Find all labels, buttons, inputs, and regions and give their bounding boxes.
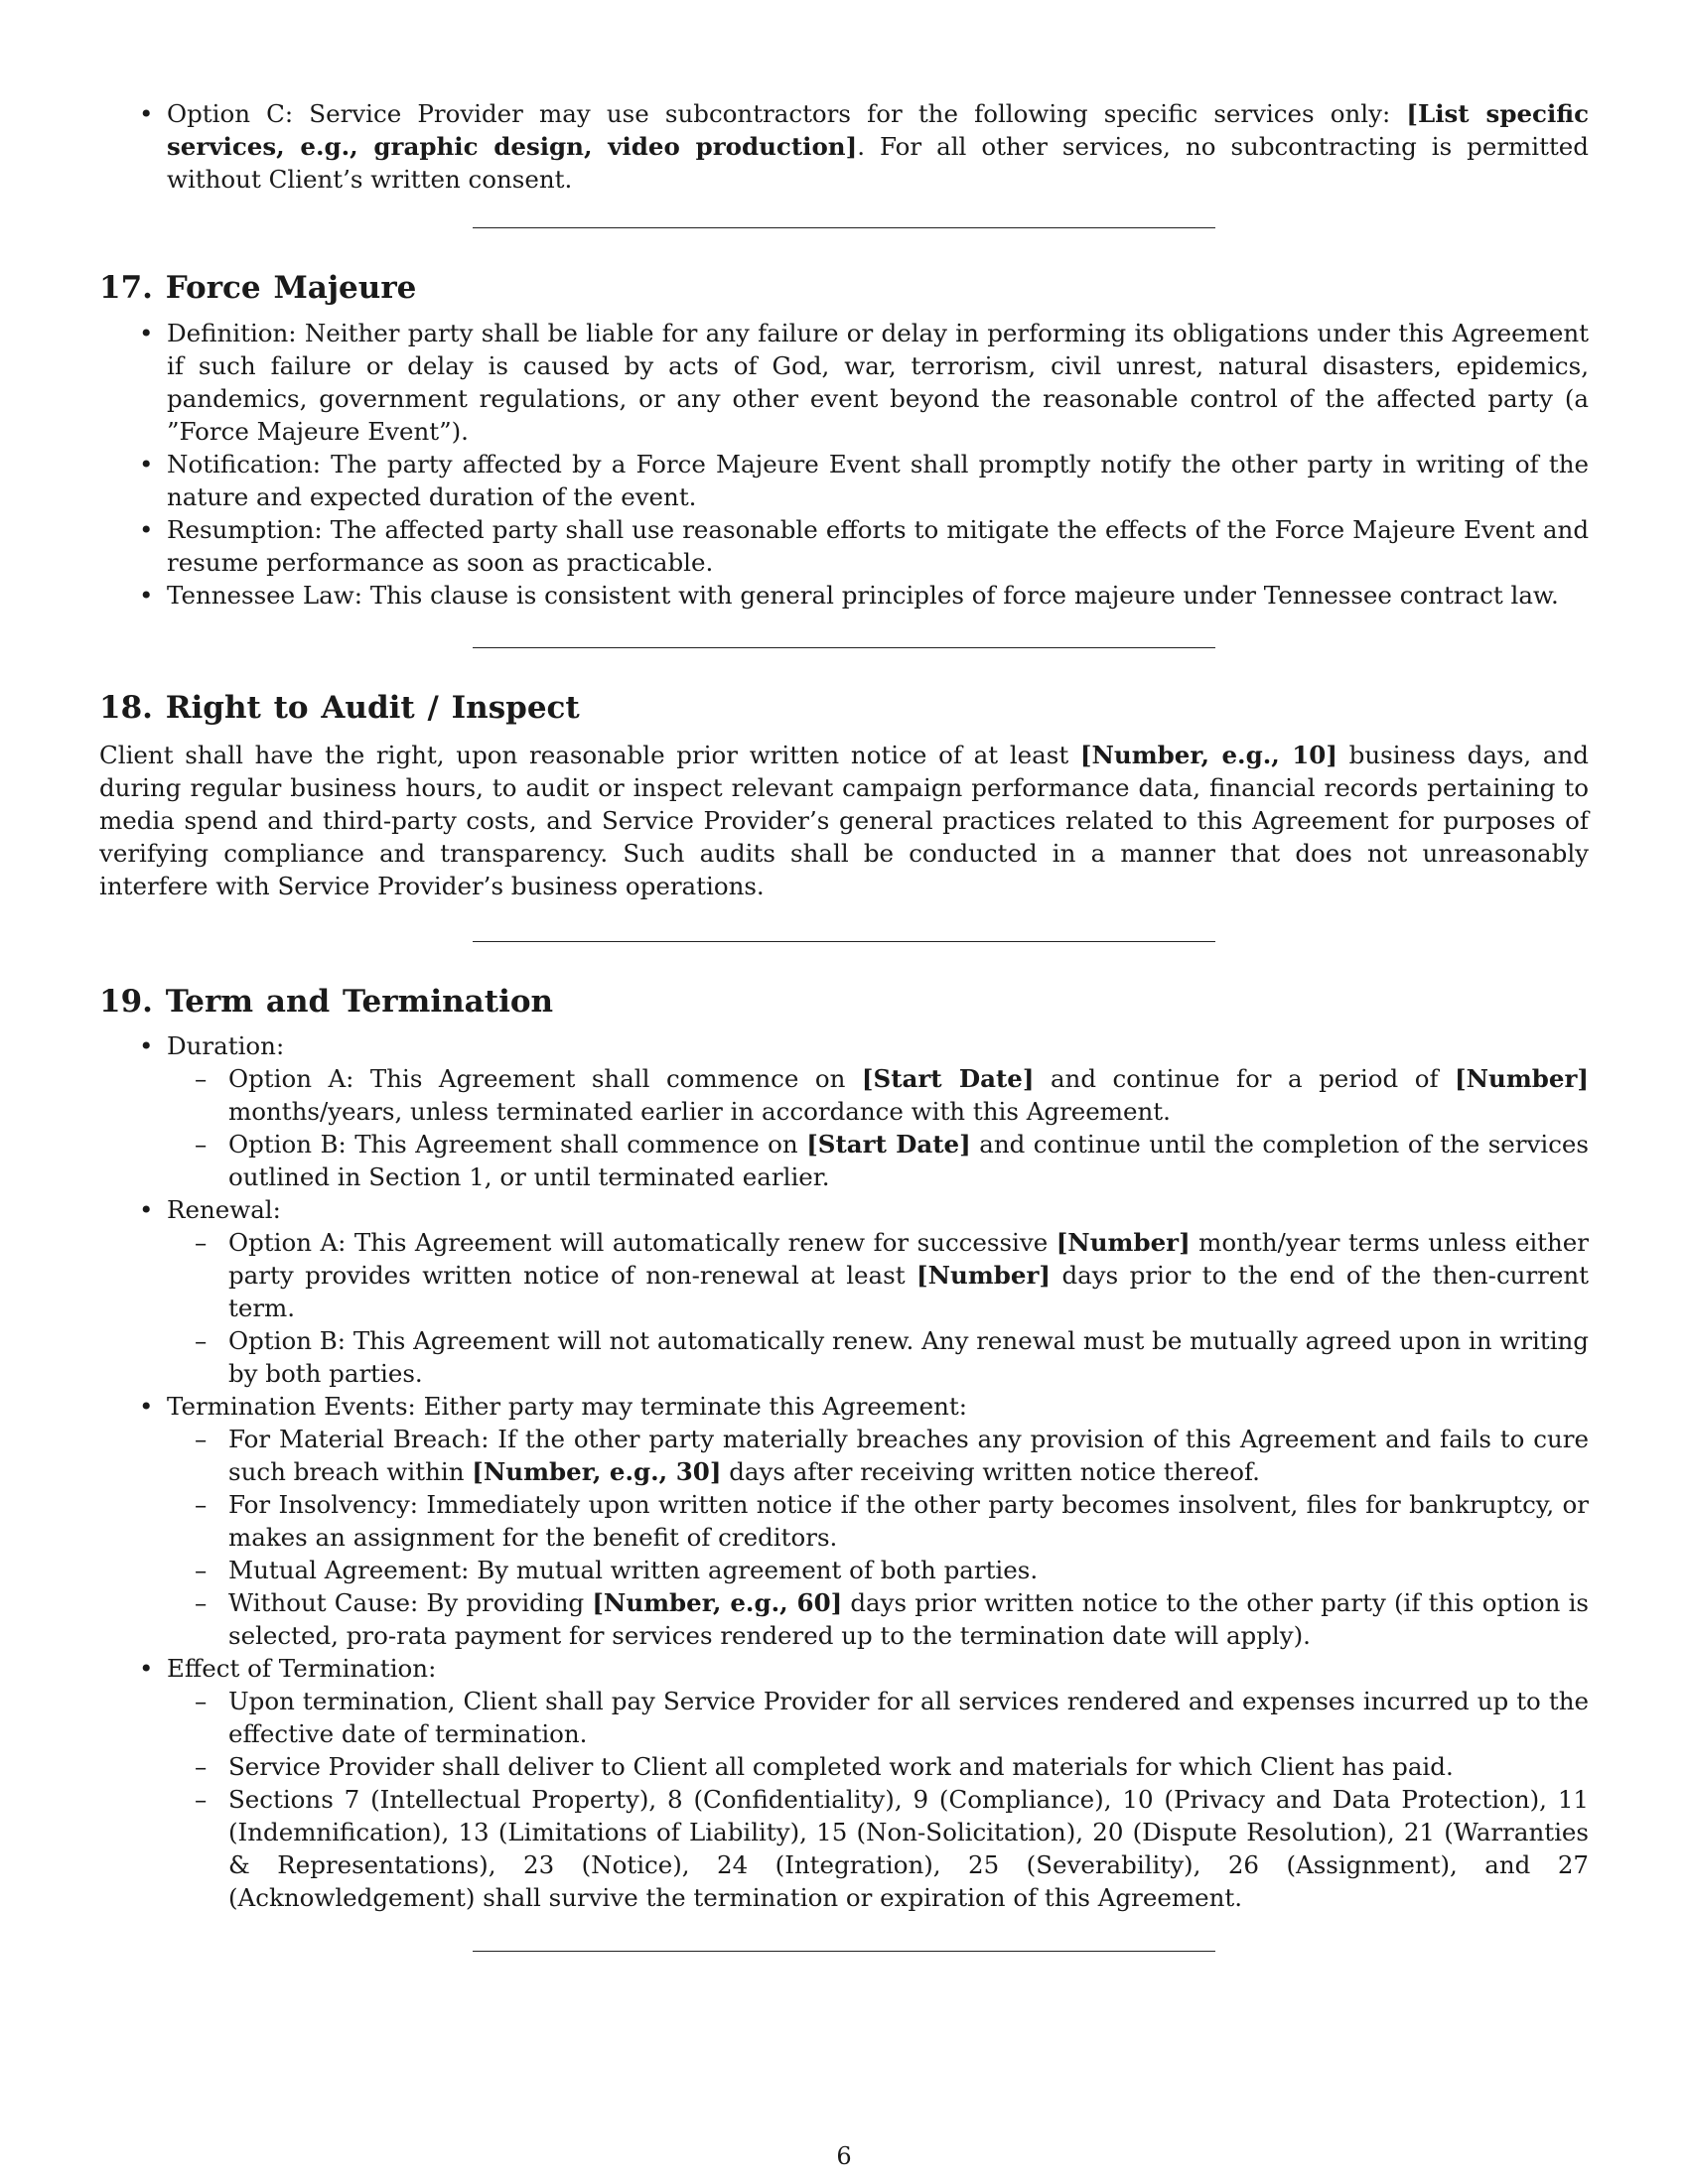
page-content: [99, 97, 1589, 1952]
list-item: • Renewal: – Option A: This Agreement will automatically renew for successive [Number] month/year terms unless either party provides written notice of non-renewal at least [Number] days prior to the end of the then-current term. – Option B: This Agreement will not automatically renew. Any renewal must be mutually agreed upon in writing by both parties.: [99, 1193, 1589, 1390]
section-divider: [473, 1951, 1215, 1952]
placeholder-text: [Number]: [1055, 1228, 1191, 1257]
sub-list: [167, 1423, 1589, 1652]
placeholder-text: [Start Date]: [861, 1064, 1035, 1093]
list-item: • Termination Events: Either party may terminate this Agreement: – For Material Breach: If the other party materially breaches any provision of this Agreement and fails to cure such breach within [Number, e.g., 30] days after receiving written notice thereof. – For Insolvency: Immediately upon written notice if the other party becomes insolvent, files for bankruptcy, or makes an assignment for the benefit of creditors. – Mutual Agreement: By mutual written agreement of both parties. – Without Cause: By providing [Number, e.g., 60] days prior written notice to the other party (if this option is selected, pro-rata payment for services rendered up to the termination date will apply).: [99, 1390, 1589, 1652]
sub-list-item: – Sections 7 (Intellectual Property), 8 (Confidentiality), 9 (Compliance), 10 (Privacy and Data Protection), 11 (Indemnification), 13 (Limitations of Liability), 15 (Non-Solicitation), 20 (Dispute Resolution), 21 (Warranties & Representations), 23 (Notice), 24 (Integration), 25 (Severability), 26 (Assignment), and 27 (Acknowledgement) shall survive the termination or expiration of this Agreement.: [167, 1783, 1589, 1914]
section-heading-17: 17. Force Majeure: [99, 270, 417, 306]
section-divider: [473, 647, 1215, 648]
sub-list-item: – Without Cause: By providing [Number, e.g., 60] days prior written notice to the other party (if this option is selected, pro-rata payment for services rendered up to the termination date will apply).: [167, 1586, 1589, 1652]
sub-list-item: – Service Provider shall deliver to Client all completed work and materials for which Client has paid.: [167, 1750, 1589, 1783]
page-number: 6: [836, 2142, 852, 2170]
list-item: • Resumption: The affected party shall use reasonable efforts to mitigate the effects of the Force Majeure Event and resume performance as soon as practicable.: [99, 513, 1589, 579]
sub-list-item: – Option B: This Agreement will not automatically renew. Any renewal must be mutually agreed upon in writing by both parties.: [167, 1324, 1589, 1390]
section-heading-19: 19. Term and Termination: [99, 984, 554, 1020]
list-item: • Definition: Neither party shall be liable for any failure or delay in performing its obligations under this Agreement if such failure or delay is caused by acts of God, war, terrorism, civil unrest, natural disasters, epidemics, pandemics, government regulations, or any other event beyond the reasonable control of the affected party (a ”Force Majeure Event”).: [99, 317, 1589, 448]
placeholder-text: [Number, e.g., 10]: [1079, 741, 1337, 769]
sub-list: [167, 1226, 1589, 1390]
sub-list: [167, 1685, 1589, 1914]
sub-list-item: – For Material Breach: If the other party materially breaches any provision of this Agreement and fails to cure such breach within [Number, e.g., 30] days after receiving written notice thereof.: [167, 1423, 1589, 1488]
list-item: • Duration: – Option A: This Agreement shall commence on [Start Date] and continue for a period of [Number] months/years, unless terminated earlier in accordance with this Agreement. – Option B: This Agreement shall commence on [Start Date] and continue until the completion of the services outlined in Section 1, or until terminated earlier.: [99, 1029, 1589, 1193]
list-item: • Option C: Service Provider may use subcontractors for the following specific services only: [List specific services, e.g., graphic design, video production]. For all other services, no subcontracting is permitted without Client’s written consent.: [99, 97, 1589, 196]
placeholder-text: [Number, e.g., 60]: [592, 1588, 843, 1617]
subcontracting-options-list: [99, 97, 1589, 196]
list-item: • Tennessee Law: This clause is consistent with general principles of force majeure under Tennessee contract law.: [99, 579, 1589, 612]
sub-list: [167, 1062, 1589, 1193]
section-divider: [473, 941, 1215, 942]
force-majeure-list: [99, 317, 1589, 612]
list-item: • Notification: The party affected by a Force Majeure Event shall promptly notify the other party in writing of the nature and expected duration of the event.: [99, 448, 1589, 513]
term-termination-list: [99, 1029, 1589, 1914]
list-item: • Effect of Termination: – Upon termination, Client shall pay Service Provider for all services rendered and expenses incurred up to the effective date of termination. – Service Provider shall deliver to Client all completed work and materials for which Client has paid. – Sections 7 (Intellectual Property), 8 (Confidentiality), 9 (Compliance), 10 (Privacy and Data Protection), 11 (Indemnification), 13 (Limitations of Liability), 15 (Non-Solicitation), 20 (Dispute Resolution), 21 (Warranties & Representations), 23 (Notice), 24 (Integration), 25 (Severability), 26 (Assignment), and 27 (Acknowledgement) shall survive the termination or expiration of this Agreement.: [99, 1652, 1589, 1914]
sub-list-item: – Option A: This Agreement shall commence on [Start Date] and continue for a period of [Number] months/years, unless terminated earlier in accordance with this Agreement.: [167, 1062, 1589, 1128]
placeholder-text: [Number]: [916, 1261, 1051, 1290]
sub-list-item: – Option B: This Agreement shall commence on [Start Date] and continue until the completion of the services outlined in Section 1, or until terminated earlier.: [167, 1128, 1589, 1193]
placeholder-text: [Number]: [1455, 1064, 1589, 1093]
sub-list-item: – Option A: This Agreement will automatically renew for successive [Number] month/year terms unless either party provides written notice of non-renewal at least [Number] days prior to the end of the then-current term.: [167, 1226, 1589, 1324]
placeholder-text: [List specific services, e.g., graphic design, video production]: [167, 99, 1590, 161]
sub-list-item: – For Insolvency: Immediately upon written notice if the other party becomes insolvent, files for bankruptcy, or makes an assignment for the benefit of creditors.: [167, 1488, 1589, 1554]
section-divider: [473, 227, 1215, 228]
sub-list-item: – Upon termination, Client shall pay Service Provider for all services rendered and expenses incurred up to the effective date of termination.: [167, 1685, 1589, 1750]
sub-list-item: – Mutual Agreement: By mutual written agreement of both parties.: [167, 1554, 1589, 1586]
placeholder-text: [Number, e.g., 30]: [472, 1457, 722, 1486]
section-heading-18: 18. Right to Audit / Inspect: [99, 690, 580, 726]
placeholder-text: [Start Date]: [806, 1130, 971, 1159]
section-paragraph: Client shall have the right, upon reasonable prior written notice of at least [Number, e.g., 10] business days, and during regular business hours, to audit or inspect relevant campaign performance data, financial records pertaining to media spend and third-party costs, and Service Provider’s general practices related to this Agreement for purposes of verifying compliance and transparency. Such audits shall be conducted in a manner that does not unreasonably interfere with Service Provider’s business operations.: [99, 741, 1589, 900]
